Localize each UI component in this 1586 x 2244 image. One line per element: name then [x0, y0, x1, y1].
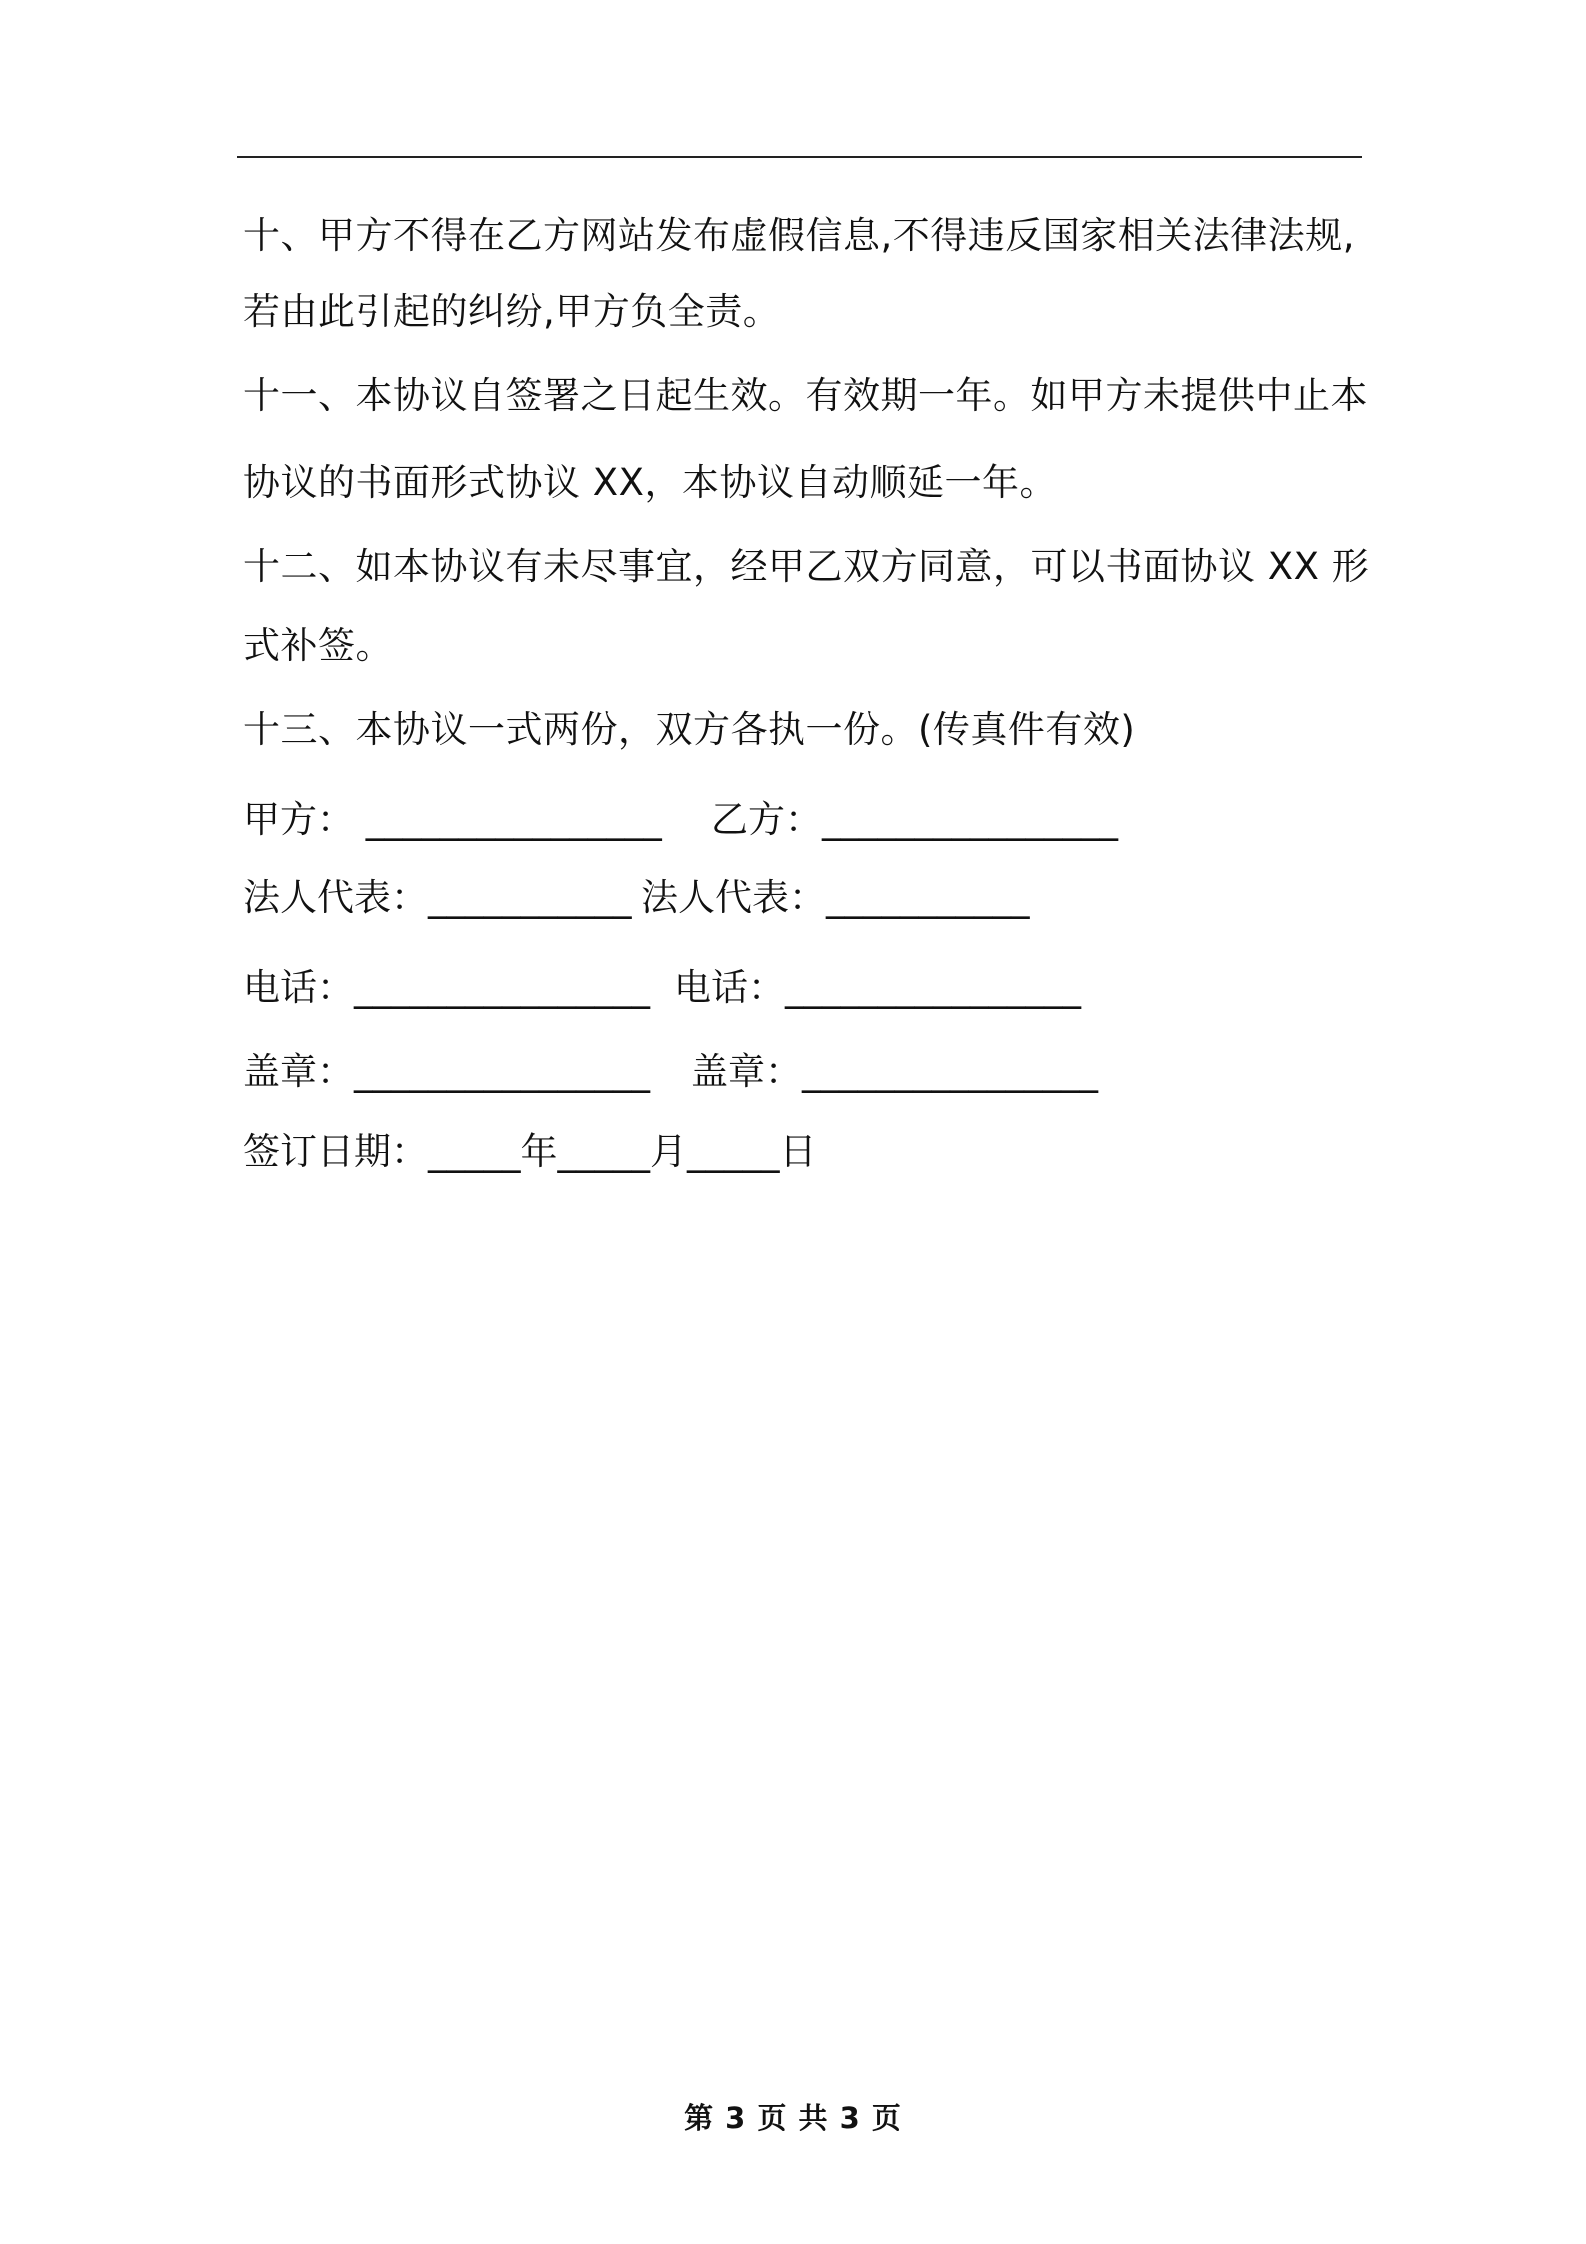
seal-a-field: 盖章：________________: [243, 1050, 650, 1093]
clause-12-line-1: 十二、如本协议有未尽事宜，经甲乙双方同意，可以书面协议 XX 形: [243, 545, 1370, 588]
legal-rep-a-field: 法人代表：___________: [243, 876, 632, 919]
clause-12-line-2: 式补签。: [243, 624, 393, 667]
clause-11-line-2: 协议的书面形式协议 XX，本协议自动顺延一年。: [243, 461, 1057, 504]
clause-11-line-1: 十一、本协议自签署之日起生效。有效期一年。如甲方未提供中止本: [243, 374, 1368, 417]
clause-10-line-1: 十、甲方不得在乙方网站发布虚假信息,不得违反国家相关法律法规,: [243, 214, 1356, 257]
header-rule: [237, 156, 1362, 158]
party-b-field: 乙方：________________: [711, 798, 1118, 841]
page-number: 第 3 页 共 3 页: [684, 2101, 902, 2135]
sign-date-field: 签订日期：_____年_____月_____日: [243, 1130, 817, 1173]
phone-a-field: 电话：________________: [243, 966, 650, 1009]
clause-10-line-2: 若由此引起的纠纷,甲方负全责。: [243, 290, 781, 333]
party-a-field: 甲方： ________________: [243, 798, 662, 841]
legal-rep-b-field: 法人代表：___________: [641, 876, 1030, 919]
phone-b-field: 电话：________________: [674, 966, 1081, 1009]
seal-b-field: 盖章：________________: [691, 1050, 1098, 1093]
clause-13: 十三、本协议一式两份，双方各执一份。(传真件有效): [243, 708, 1136, 751]
